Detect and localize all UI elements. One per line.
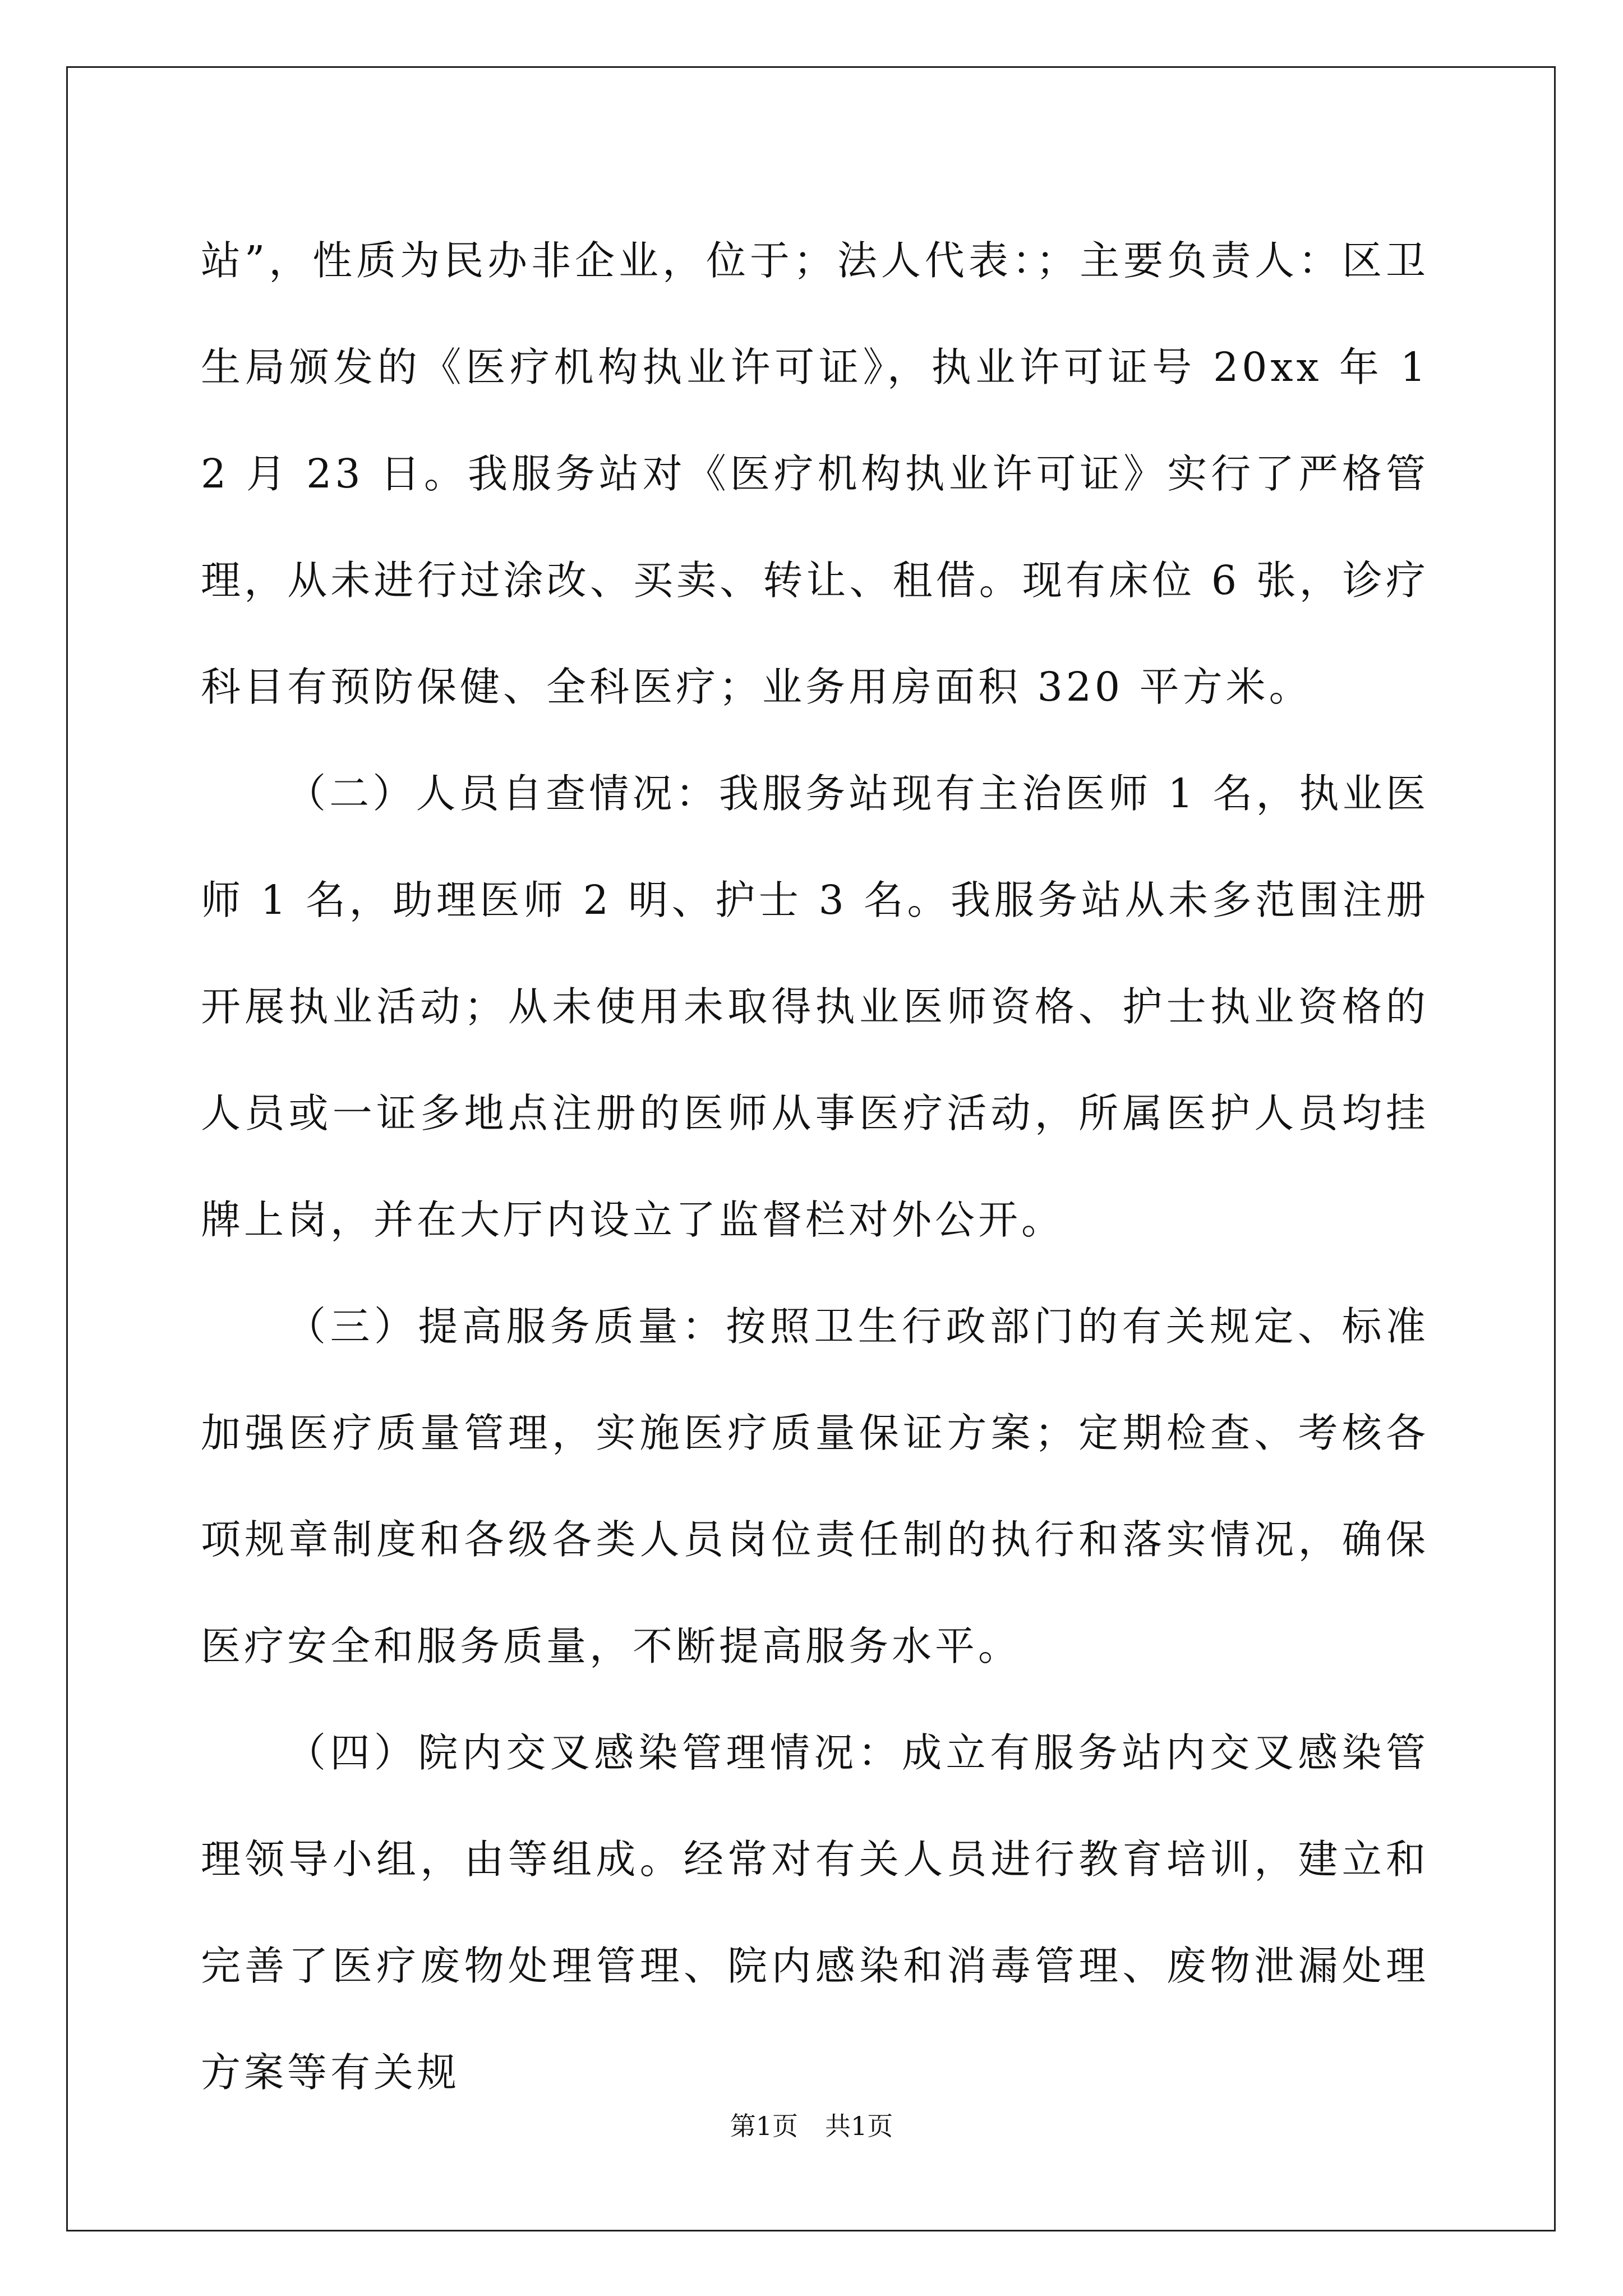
paragraph-license: 站”，性质为民办非企业，位于；法人代表：；主要负责人：区卫生局颁发的《医疗机构执业许可证》，执业许可证号 20xx 年 12 月 23 日。我服务站对《医疗机构执业许可证》实行了严格管理，从未进行过涂改、买卖、转让、租借。现有床位 6 张，诊疗科目有预防保健、全科医疗；业务用房面积 320 平方米。 [201,237,1429,710]
paragraph-infection: （四）院内交叉感染管理情况：成立有服务站内交叉感染管理领导小组，由等组成。经常对有关人员进行教育培训，建立和完善了医疗废物处理管理、院内感染和消毒管理、废物泄漏处理方案等有关规 [201,1729,1429,2096]
paragraph-quality: （三）提高服务质量：按照卫生行政部门的有关规定、标准加强医疗质量管理，实施医疗质量保证方案；定期检查、考核各项规章制度和各级各类人员岗位责任制的执行和落实情况，确保医疗安全和服务质量，不断提高服务水平。 [201,1303,1429,1669]
paragraph-staff: （二）人员自查情况：我服务站现有主治医师 1 名，执业医师 1 名，助理医师 2 明、护士 3 名。我服务站从未多范围注册开展执业活动；从未使用未取得执业医师资格、护士执业资格的人员或一证多地点注册的医师从事医疗活动，所属医护人员均挂牌上岗，并在大厅内设立了监督栏对外公开。 [201,770,1429,1243]
page-number: 第1页 [730,2111,798,2141]
document-body [201,208,1429,2126]
page-footer [0,2109,1623,2143]
page-total: 共1页 [825,2111,893,2141]
